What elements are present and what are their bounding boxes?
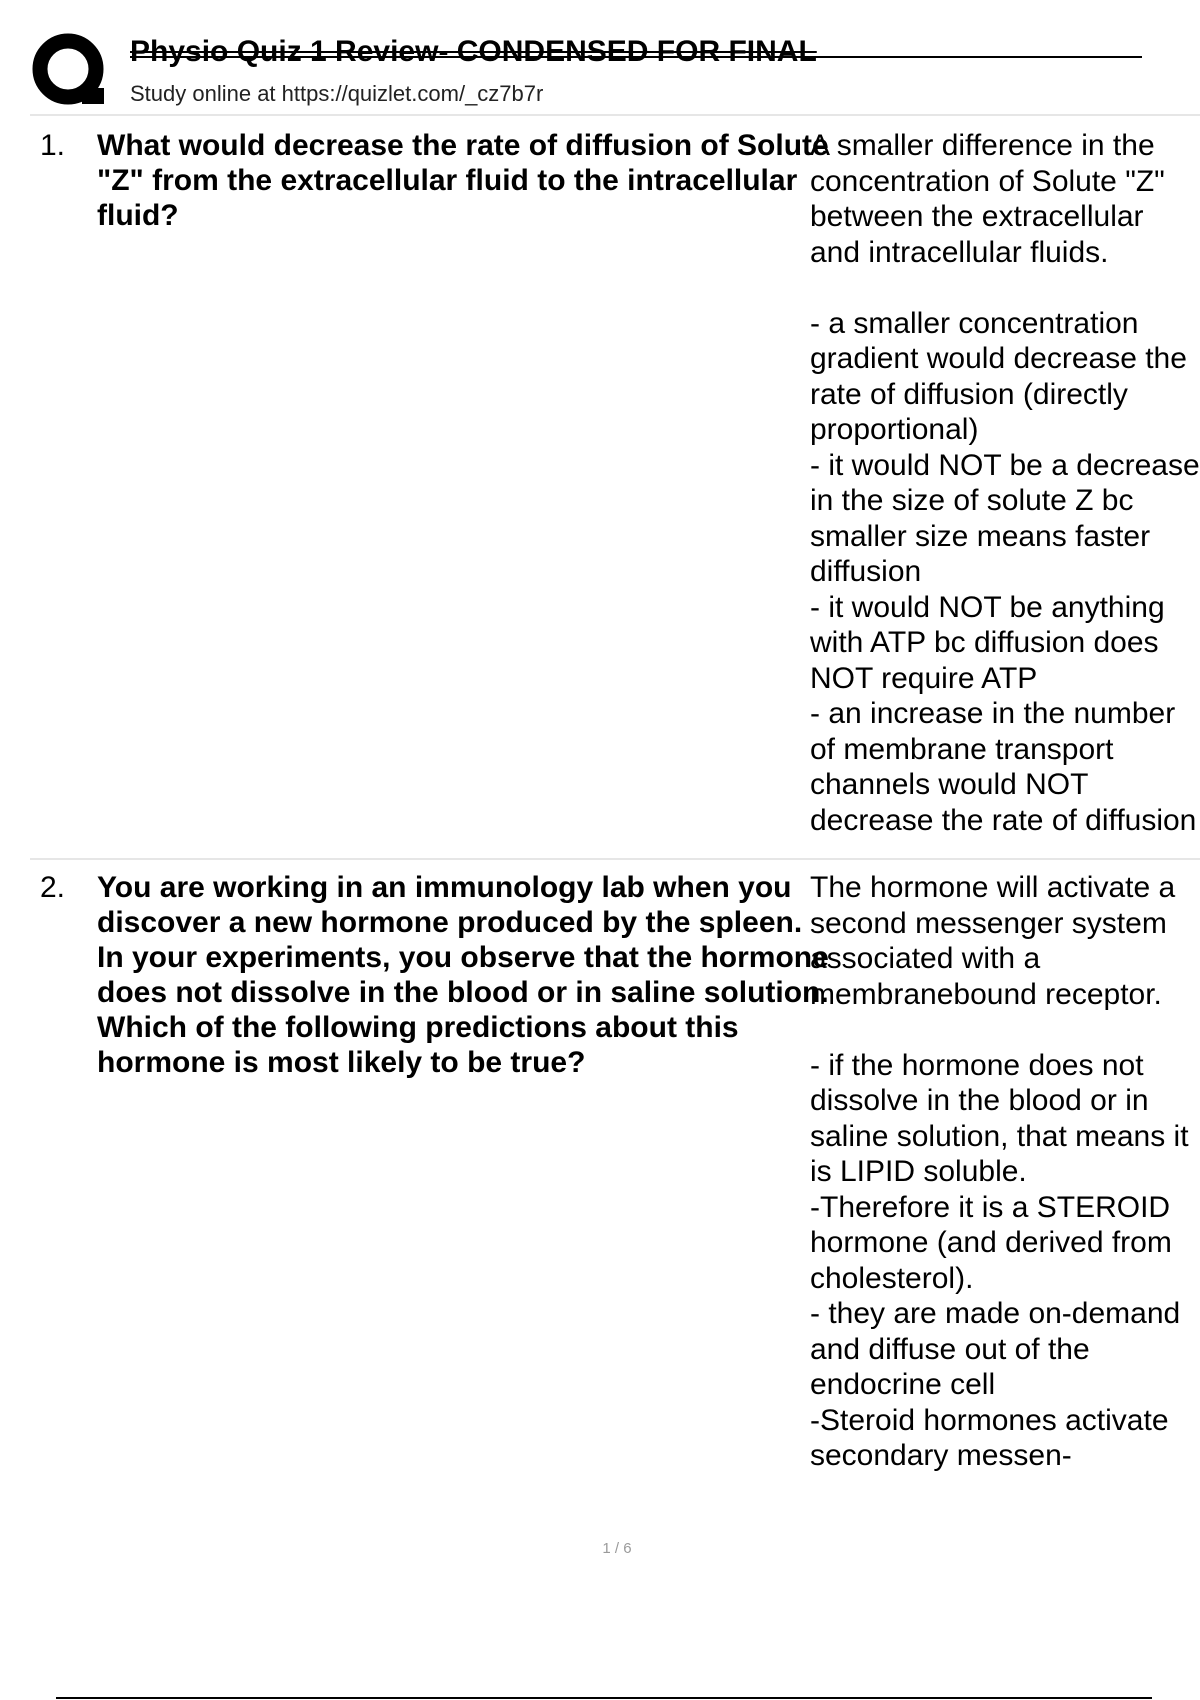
card-number: 1. (40, 129, 66, 162)
quizlet-logo-icon (30, 32, 110, 112)
bottom-rule (56, 1697, 1152, 1699)
answer-note: -Therefore it is a STEROID hormone (and derived from cholesterol). (810, 1190, 1172, 1295)
answer-note: - a smaller concentration gradient would decrease the rate of diffusion (directly proportional) (810, 306, 1187, 446)
answer-main: A smaller difference in the concentration of Solute "Z" between the extracellular and intracellular fluids. (810, 129, 1165, 269)
answer-note: - if the hormone does not dissolve in the blood or in saline solution, that means it is LIPID soluble. (810, 1048, 1189, 1188)
answer-note: - it would NOT be a decrease in the size of solute Z bc smaller size means faster diffusion (810, 448, 1200, 588)
answer-note: - it would NOT be anything with ATP bc diffusion does NOT require ATP (810, 590, 1165, 695)
card-divider (30, 858, 1200, 860)
card-question: You are working in an immunology lab when you discover a new hormone produced by the spleen. In your experiments, you observe that the hormone does not dissolve in the blood or in saline solution. Which of the following predictions about this hormone is most likely to be true? (97, 871, 829, 1079)
card-number: 2. (40, 871, 66, 904)
answer-note: -Steroid hormones activate secondary messen- (810, 1403, 1169, 1472)
page-number: 1 / 6 (602, 1540, 632, 1557)
study-online-link[interactable]: Study online at https://quizlet.com/_cz7b7r (130, 81, 544, 106)
header-divider (30, 114, 1200, 116)
answer-main: The hormone will activate a second messenger system associated with a membranebound receptor. (810, 871, 1176, 1011)
card-answer (810, 128, 1200, 838)
card-answer (810, 870, 1200, 1474)
answer-note: - an increase in the number of membrane transport channels would NOT decrease the rate of diffusion (810, 697, 1197, 837)
answer-note: - they are made on-demand and diffuse out of the endocrine cell (810, 1297, 1181, 1401)
card-question: What would decrease the rate of diffusion of Solute "Z" from the extracellular fluid to the intracellular fluid? (97, 129, 829, 232)
title-rule (130, 56, 1142, 58)
document-title: Physio Quiz 1 Review- CONDENSED FOR FINAL (130, 35, 817, 68)
